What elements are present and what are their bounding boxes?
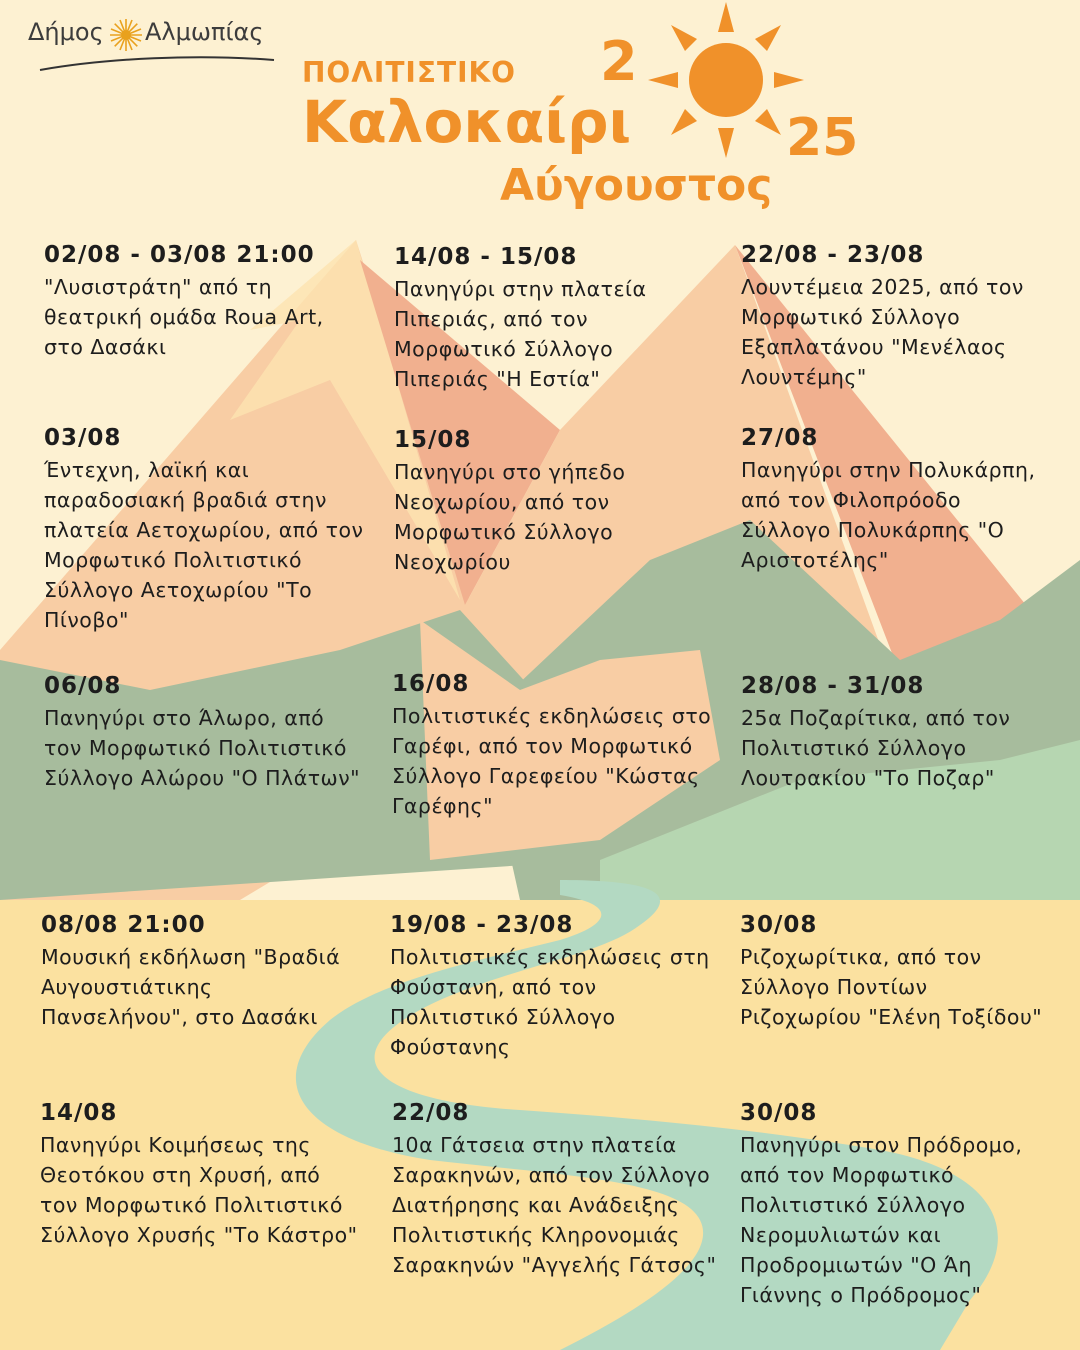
event-date: 14/08 - 15/08 [394,244,578,270]
event-date: 06/08 [44,673,122,699]
vergina-sun-icon [109,18,143,52]
year-first-digit: 2 [600,30,638,93]
logo-swoosh [38,48,278,74]
event-card [40,1098,360,1250]
event-text: 10α Γάτσεια στην πλατεία Σαρακηνών, από τον Σύλλογο Διατήρησης και Ανάδειξης Πολιτιστικής Κληρονομιάς Σαρακηνών "Αγγελής Γάτσος" [392,1133,717,1277]
event-card [394,425,714,577]
event-text: Πολιτιστικές εκδηλώσεις στη Φούστανη, από τον Πολιτιστικό Σύλλογο Φούστανης [390,945,710,1059]
event-date: 27/08 [741,425,819,451]
event-text: Πανηγύρι στην πλατεία Πιπεριάς, από τον Μορφωτικό Σύλλογο Πιπεριάς "Η Εστία" [394,277,647,391]
sun-icon [648,2,804,158]
event-date: 03/08 [44,425,122,451]
title-line-1: ΠΟΛΙΤΙΣΤΙΚΟ [302,56,516,89]
event-date: 02/08 - 03/08 21:00 [44,242,315,268]
event-date: 19/08 - 23/08 [390,912,574,938]
event-text: Πανηγύρι στον Πρόδρομο, από τον Μορφωτικό Πολιτιστικό Σύλλογο Νερομυλιωτών και Προδρομιωτών "Ο Άη Γιάννης ο Πρόδρομος" [740,1133,1023,1307]
event-card [741,423,1051,575]
event-text: Έντεχνη, λαϊκή και παραδοσιακή βραδιά στην πλατεία Αετοχωρίου, από τον Μορφωτικό Πολιτιστικό Σύλλογο Αετοχωρίου "Το Πίνοβο" [44,458,364,632]
event-card [740,1098,1050,1310]
event-date: 16/08 [392,671,470,697]
event-date: 08/08 21:00 [41,912,206,938]
event-date: 14/08 [40,1100,118,1126]
title-month: Αύγουστος [500,160,773,211]
event-text: "Λυσιστράτη" από τη θεατρική ομάδα Roua Art, στο Δασάκι [44,275,324,359]
event-text: Πανηγύρι στο Άλωρο, από τον Μορφωτικό Πολιτιστικό Σύλλογο Αλώρου "Ο Πλάτων" [44,706,361,790]
event-text: Μουσική εκδήλωση "Βραδιά Αυγουστιάτικης Πανσελήνου", στο Δασάκι [41,945,341,1029]
event-text: Λουντέμεια 2025, από τον Μορφωτικό Σύλλογο Εξαπλατάνου "Μενέλαος Λουντέμης" [741,275,1024,389]
event-card [392,669,712,821]
logo-text-right: Αλμωπίας [145,18,264,46]
event-card [41,910,361,1032]
event-card [44,423,364,635]
event-date: 22/08 - 23/08 [741,242,925,268]
event-card [44,671,364,793]
event-text: 25α Ποζαρίτικα, από τον Πολιτιστικό Σύλλογο Λουτρακίου "Το Ποζαρ" [741,706,1011,790]
event-card [392,1098,722,1280]
event-date: 30/08 [740,912,818,938]
event-date: 15/08 [394,427,472,453]
event-card [44,240,364,362]
event-date: 30/08 [740,1100,818,1126]
logo-text-left: Δήμος [28,18,104,46]
title-line-2: Καλοκαίρι [302,88,632,156]
event-card [394,242,714,394]
event-card [741,240,1051,392]
municipality-logo [28,18,278,74]
event-text: Ριζοχωρίτικα, από τον Σύλλογο Ποντίων Ριζοχωρίου "Ελένη Τοξίδου" [740,945,1043,1029]
event-text: Πανηγύρι Κοιμήσεως της Θεοτόκου στη Χρυσή, από τον Μορφωτικό Πολιτιστικό Σύλλογο Χρυσής "Το Κάστρο" [40,1133,358,1247]
event-card [740,910,1050,1032]
event-date: 28/08 - 31/08 [741,673,925,699]
event-text: Πολιτιστικές εκδηλώσεις στο Γαρέφι, από τον Μορφωτικό Σύλλογο Γαρεφείου "Κώστας Γαρέφης" [392,704,712,818]
event-card [741,671,1051,793]
event-card [390,910,710,1062]
event-text: Πανηγύρι στο γήπεδο Νεοχωρίου, από τον Μορφωτικό Σύλλογο Νεοχωρίου [394,460,626,574]
year-last-digits: 25 [786,108,859,168]
event-text: Πανηγύρι στην Πολυκάρπη, από τον Φιλοπρόοδο Σύλλογο Πολυκάρπης "Ο Αριστοτέλης" [741,458,1036,572]
event-date: 22/08 [392,1100,470,1126]
